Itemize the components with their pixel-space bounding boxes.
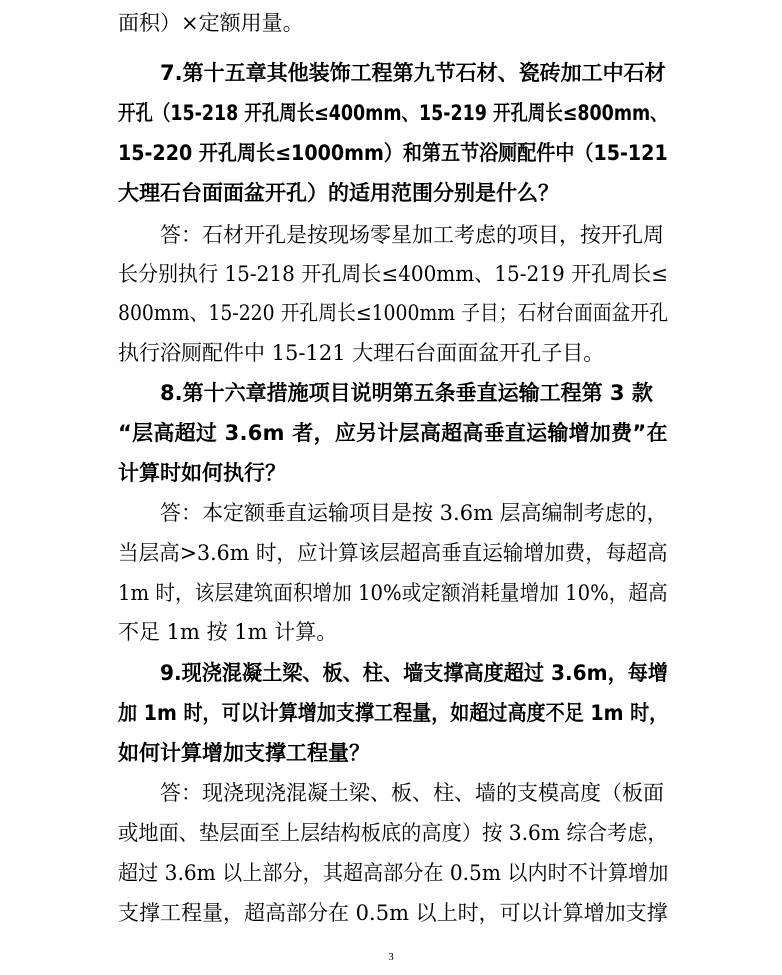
- answer-line: 或地面、垫层面至上层结构板底的高度）按 3.6m 综合考虑，: [118, 821, 668, 845]
- question-line: 15-220 开孔周长≤1000mm）和第五节浴厕配件中（15-121: [118, 141, 668, 165]
- question-line: 7.第十五章其他装饰工程第九节石材、瓷砖加工中石材: [160, 61, 666, 85]
- answer-line: 不足 1m 按 1m 计算。: [118, 620, 338, 644]
- question-line: 加 1m 时，可以计算增加支撑工程量，如超过高度不足 1m 时，: [118, 701, 669, 725]
- answer-line: 1m 时，该层建筑面积增加 10%或定额消耗量增加 10%，超高: [118, 581, 668, 605]
- question-line: 如何计算增加支撑工程量？: [118, 741, 370, 765]
- answer-line: 执行浴厕配件中 15-121 大理石台面面盆开孔子目。: [118, 341, 605, 365]
- answer-line: 答：现浇现浇混凝土梁、板、柱、墙的支模高度（板面: [160, 781, 664, 805]
- question-line: “层高超过 3.6m 者，应另计层高超高垂直运输增加费”在: [118, 421, 668, 445]
- answer-line: 800mm、15-220 开孔周长≤1000mm 子目；石材台面面盆开孔: [118, 301, 669, 325]
- question-line: 开孔（15-218 开孔周长≤400mm、15-219 开孔周长≤800mm、: [118, 101, 668, 125]
- page-number: 3: [388, 951, 394, 963]
- answer-line: 答：本定额垂直运输项目是按 3.6m 层高编制考虑的，: [160, 501, 668, 525]
- question-line: 计算时如何执行？: [118, 461, 286, 485]
- answer-line: 长分别执行 15-218 开孔周长≤400mm、15-219 开孔周长≤: [118, 262, 668, 286]
- text-line: 面积）×定额用量。: [118, 11, 304, 35]
- answer-line: 当层高>3.6m 时，应计算该层超高垂直运输增加费，每超高: [118, 541, 668, 565]
- answer-line: 超过 3.6m 以上部分，其超高部分在 0.5m 以内时不计算增加: [118, 861, 669, 885]
- question-line: 8.第十六章措施项目说明第五条垂直运输工程第 3 款: [160, 381, 653, 405]
- answer-line: 支撑工程量，超高部分在 0.5m 以上时，可以计算增加支撑: [118, 901, 668, 925]
- answer-line: 答：石材开孔是按现场零星加工考虑的项目，按开孔周: [160, 223, 664, 247]
- question-line: 9.现浇混凝土梁、板、柱、墙支撑高度超过 3.6m，每增: [160, 661, 668, 685]
- question-line: 大理石台面面盆开孔）的适用范围分别是什么？: [118, 181, 559, 205]
